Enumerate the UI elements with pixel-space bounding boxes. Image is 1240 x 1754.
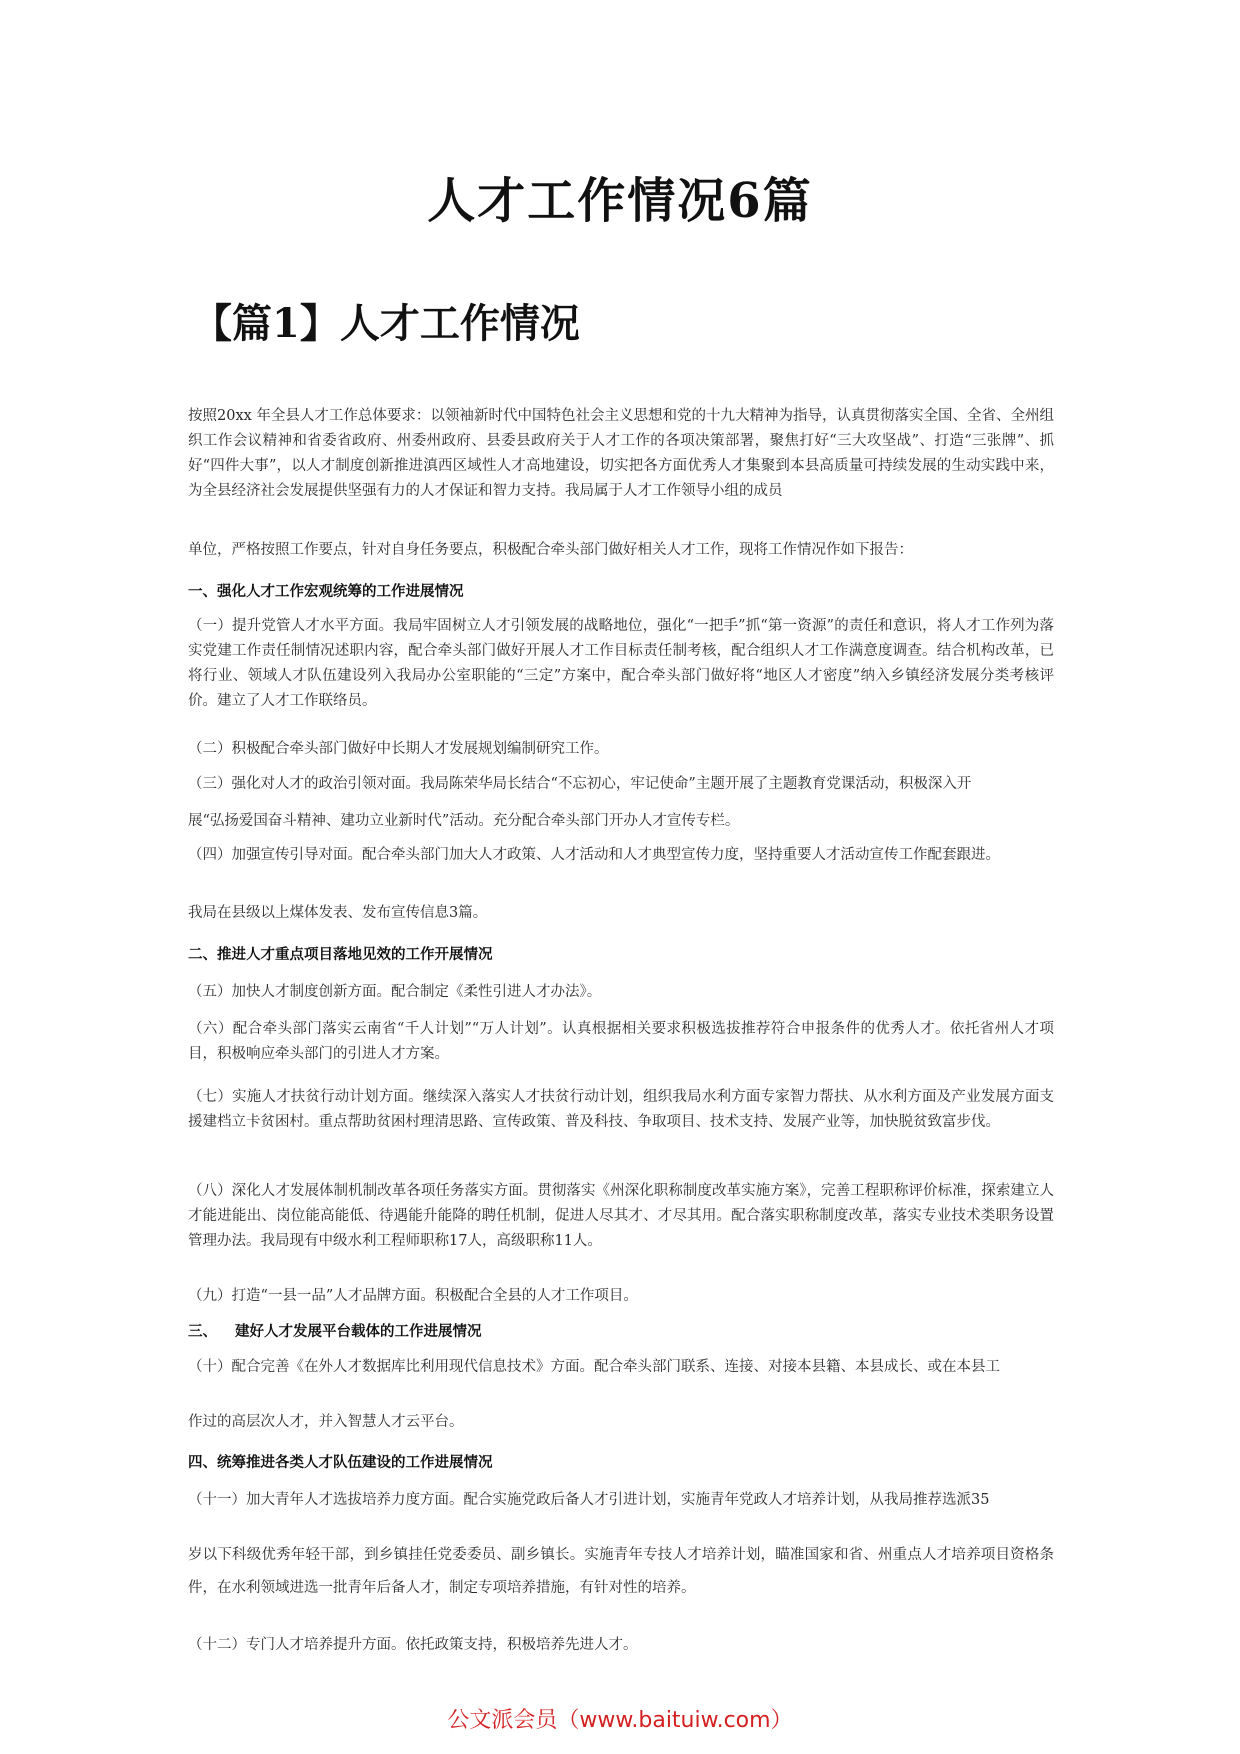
paragraph-1: （一）提升党管人才水平方面。我局牢固树立人才引领发展的战略地位，强化“一把手”抓“第一资源”的责任和意识，将人才工作列为落实党建工作责任制情况述职内容，配合牵头部门做好开展人才工作目标责任制考核，配合组织人才工作满意度调查。结合机构改革，已将行业、领域人才队伍建设列入我局办公室职能的“三定”方案中，配合牵头部门做好将“地区人才密度”纳入乡镇经济发展分类考核评价。建立了人才工作联络员。	[188, 618, 1054, 709]
heading-1: 一、强化人才工作宏观统筹的工作进展情况	[188, 584, 464, 600]
paragraph-11-continued: 岁以下科级优秀年轻干部，到乡镇挂任党委委员、副乡镇长。实施青年专技人才培养计划，瞄准国家和省、州重点人才培养项目资格条件，在水利领域进选一批青年后备人才，制定专项培养措施，有针对性的培养。	[188, 1547, 1054, 1596]
paragraph-11: （十一）加大青年人才选拔培养力度方面。配合实施党政后备人才引进计划，实施青年党政人才培养计划，从我局推荐选派35	[188, 1492, 990, 1508]
paragraph-6: （六）配合牵头部门落实云南省“千人计划”“万人计划”。认真根据相关要求积极选拔推荐符合申报条件的优秀人才。依托省州人才项目，积极响应牵头部门的引进人才方案。	[188, 1021, 1054, 1062]
heading-3	[188, 1320, 1054, 1341]
paragraph-2: （二）积极配合牵头部门做好中长期人才发展规划编制研究工作。	[188, 741, 609, 757]
footer-watermark: 公文派会员（www.baituiw.com）	[447, 1708, 793, 1733]
paragraph-5: （五）加快人才制度创新方面。配合制定《柔性引进人才办法》。	[188, 984, 602, 1000]
paragraph-3: （三）强化对人才的政治引领对面。我局陈荣华局长结合“不忘初心，牢记使命”主题开展了主题教育党课活动，积极深入开	[188, 776, 972, 792]
heading-3-number: 三、	[188, 1324, 217, 1340]
intro-paragraph: 按照20xx 年全县人才工作总体要求：以领袖新时代中国特色社会主义思想和党的十九大精神为指导，认真贯彻落实全国、全省、全州组织工作会议精神和省委省政府、州委州政府、县委县政府关于人才工作的各项决策部署，聚焦打好“三大攻坚战”、打造“三张牌”、抓好“四件大事”，以人才制度创新推进滇西区域性人才高地建设，切实把各方面优秀人才集聚到本县高质量可持续发展的生动实践中来，为全县经济社会发展提供坚强有力的人才保证和智力支持。我局属于人才工作领导小组的成员	[188, 408, 1054, 499]
heading-4: 四、统筹推进各类人才队伍建设的工作进展情况	[188, 1455, 493, 1471]
heading-3-text: 建好人才发展平台载体的工作进展情况	[235, 1324, 482, 1340]
paragraph-3-continued: 展“弘扬爱国奋斗精神、建功立业新时代”活动。充分配合牵头部门开办人才宣传专栏。	[188, 813, 740, 829]
paragraph-12: （十二）专门人才培养提升方面。依托政策支持，积极培养先进人才。	[188, 1637, 638, 1653]
paragraph-9: （九）打造“一县一品”人才品牌方面。积极配合全县的人才工作项目。	[188, 1288, 638, 1304]
paragraph-8: （八）深化人才发展体制机制改革各项任务落实方面。贯彻落实《州深化职称制度改革实施方案》，完善工程职称评价标准，探索建立人才能进能出、岗位能高能低、待遇能升能降的聘任机制，促进人尽其才、才尽其用。配合落实职称制度改革，落实专业技术类职务设置管理办法。我局现有中级水利工程师职称17人，高级职称11人。	[188, 1183, 1054, 1249]
heading-2: 二、推进人才重点项目落地见效的工作开展情况	[188, 947, 493, 963]
section-title: 【篇1】人才工作情况	[192, 300, 580, 347]
paragraph-10-continued: 作过的高层次人才，并入智慧人才云平台。	[188, 1414, 464, 1430]
intro-paragraph-continued: 单位，严格按照工作要点，针对自身任务要点，积极配合牵头部门做好相关人才工作，现将工作情况作如下报告：	[188, 542, 913, 558]
document-title: 人才工作情况6篇	[427, 173, 813, 229]
paragraph-4-continued: 我局在县级以上煤体发表、发布宣传信息3篇。	[188, 905, 488, 921]
paragraph-7: （七）实施人才扶贫行动计划方面。继续深入落实人才扶贫行动计划，组织我局水利方面专家智力帮扶、从水利方面及产业发展方面支援建档立卡贫困村。重点帮助贫困村理清思路、宣传政策、普及科技、争取项目、技术支持、发展产业等，加快脱贫致富步伐。	[188, 1089, 1054, 1130]
paragraph-4: （四）加强宣传引导对面。配合牵头部门加大人才政策、人才活动和人才典型宣传力度，坚持重要人才活动宣传工作配套跟进。	[188, 847, 1000, 863]
paragraph-10: （十）配合完善《在外人才数据库比利用现代信息技术》方面。配合牵头部门联系、连接、对接本县籍、本县成长、或在本县工	[188, 1359, 1000, 1375]
